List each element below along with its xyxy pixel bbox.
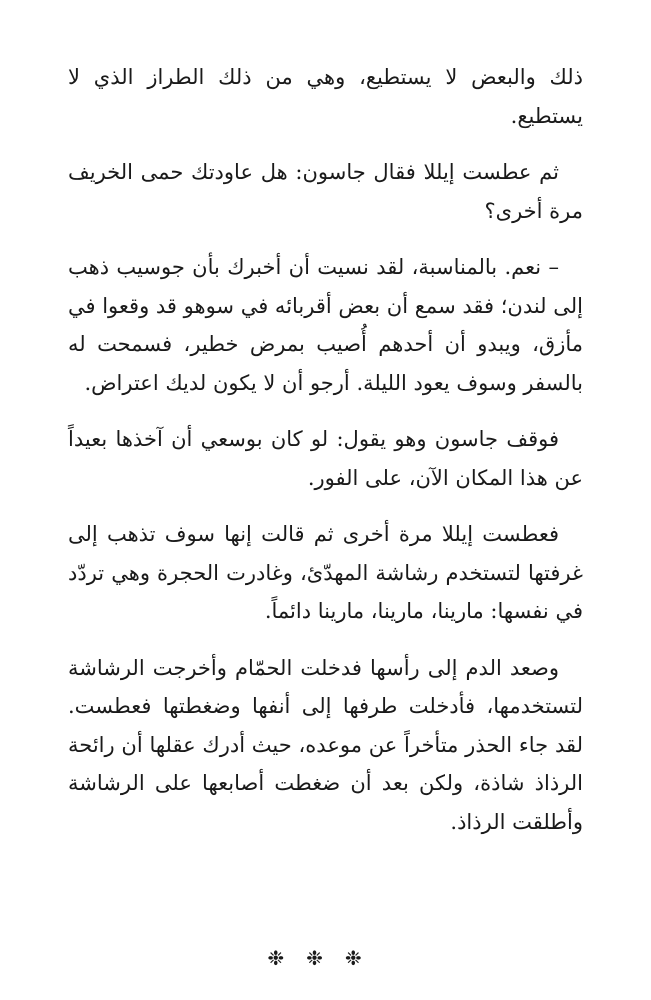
paragraph-5: فعطست إيللا مرة أخرى ثم قالت إنها سوف تذهب إلى غرفتها لتستخدم رشاشة المهدّئ، وغادرت الحجرة وهي تردّد في نفسها: مارينا، مارينا، مارينا دائماً. — [68, 522, 583, 623]
section-separator — [0, 946, 651, 970]
paragraph-3: – نعم. بالمناسبة، لقد نسيت أن أخبرك بأن جوسيب ذهب إلى لندن؛ فقد سمع أن بعض أقربائه في سوهو قد وقعوا في مأزق، ويبدو أن أحدهم أُصيب بمرض خطير، فسمحت له بالسفر وسوف يعود الليلة. أرجو أن لا يكون لديك اعتراض. — [68, 255, 583, 395]
page-body — [68, 58, 583, 859]
paragraph-6: وصعد الدم إلى رأسها فدخلت الحمّام وأخرجت الرشاشة لتستخدمها، فأدخلت طرفها إلى أنفها وضغطتها فعطست. لقد جاء الحذر متأخراً عن موعده، حيث أدرك عقلها أن رائحة الرذاذ شاذة، ولكن بعد أن ضغطت أصابعها على الرشاشة وأطلقت الرذاذ. — [68, 655, 583, 834]
asterism-icon: ❉ — [306, 946, 345, 970]
paragraph-4: فوقف جاسون وهو يقول: لو كان بوسعي أن آخذها بعيداً عن هذا المكان الآن، على الفور. — [68, 427, 583, 490]
paragraph-2: ثم عطست إيللا فقال جاسون: هل عاودتك حمى الخريف مرة أخرى؟ — [68, 160, 583, 223]
paragraph-1: ذلك والبعض لا يستطيع، وهي من ذلك الطراز الذي لا يستطيع. — [68, 65, 583, 128]
asterism-icon: ❉ — [344, 946, 384, 970]
asterism-icon: ❉ — [267, 946, 307, 970]
